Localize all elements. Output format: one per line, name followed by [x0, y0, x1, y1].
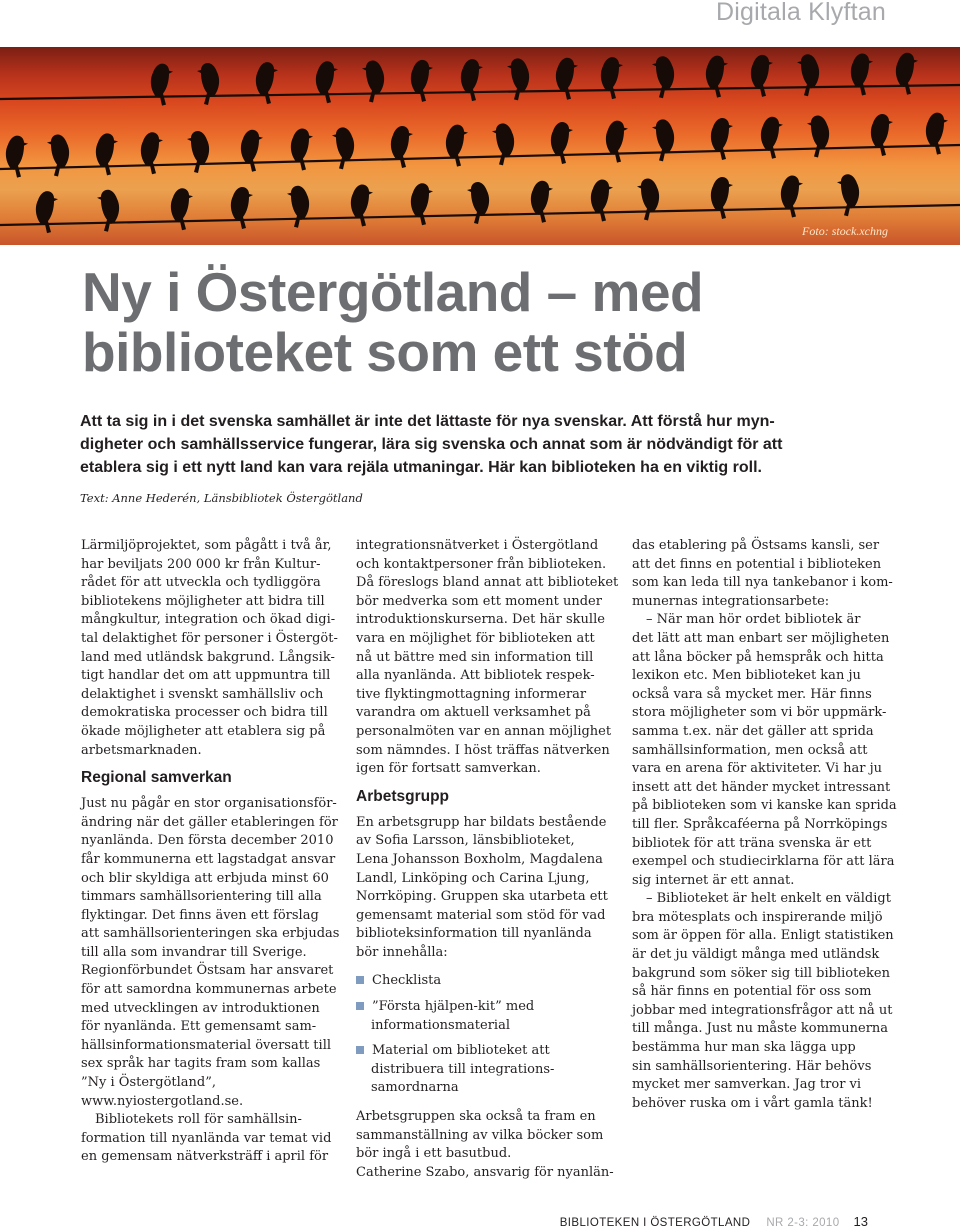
text-line: det lätt att man enbart ser möjligheten: [632, 630, 890, 646]
text-line: delaktighet i svenskt samhällsliv och: [81, 686, 324, 702]
section-label: Digitala Klyftan: [716, 0, 886, 26]
bird-silhouette: [256, 62, 278, 104]
text-line: bör innehålla:: [356, 944, 448, 960]
text-line: mångkultur, integration och ökad digi-: [81, 612, 336, 628]
text-line: och kontaktpersoner från biblioteken.: [356, 556, 607, 572]
article-title-line-2: biblioteket som ett stöd: [82, 321, 688, 383]
bird-silhouette: [291, 129, 313, 171]
text-line: formation till nyanlända var temat vid: [81, 1130, 332, 1146]
page-number: 13: [853, 1214, 868, 1229]
text-line: ändring när det gäller etableringen för: [81, 814, 338, 830]
bird-silhouette: [197, 63, 219, 105]
text-line: behöver ruska om i vårt gamla tänk!: [632, 1095, 873, 1111]
byline: Text: Anne Hederén, Länsbibliotek Östergötland: [80, 491, 363, 505]
text-line: så här finns en potential för oss som: [632, 984, 872, 1000]
bird-silhouette: [896, 53, 918, 95]
text-line: med utvecklingen av introduktionen: [81, 1000, 320, 1016]
text-line: land med utländsk bakgrund. Långsik-: [81, 649, 335, 665]
column-2: [356, 537, 618, 1182]
text-line: sin samhällsorientering. Här behövs: [632, 1058, 872, 1074]
text-line: som kan leda till nya tankebanor i kom-: [632, 575, 893, 591]
paragraph: [81, 1111, 341, 1167]
square-bullet-icon: [356, 1002, 364, 1010]
column-1: [81, 537, 341, 1167]
square-bullet-icon: [356, 1046, 364, 1054]
photo-credit: Foto: stock.xchng: [802, 224, 888, 238]
text-line: ”Ny i Östergötland”,: [81, 1075, 217, 1091]
text-line: att det finns en potential i biblioteken: [632, 556, 882, 572]
bird-silhouette: [151, 64, 173, 106]
bird-silhouette: [351, 185, 373, 227]
bird-silhouette: [171, 188, 193, 230]
bird-silhouette: [606, 121, 628, 163]
list-item-text: ”Första hjälpen-kit” med: [372, 999, 535, 1015]
paragraph: [356, 814, 618, 963]
text-line: hällsinformationsmaterial översatt till: [81, 1037, 332, 1053]
text-line: Bibliotekets roll för samhällsin-: [95, 1112, 302, 1128]
text-line: bestämma hur man ska lägga upp: [632, 1040, 856, 1056]
text-line: till fler. Språkcaféerna på Norrköpings: [632, 816, 888, 832]
text-line: ökade möjligheter att etablera sig på: [81, 723, 326, 739]
text-line: bra mötesplats och inspirerande miljö: [632, 909, 883, 925]
article-lead: [80, 410, 890, 479]
bird-silhouette: [591, 180, 613, 222]
bird-silhouette: [637, 178, 659, 220]
text-line: Landl, Linköping och Carina Ljung,: [356, 870, 590, 886]
bird-silhouette: [761, 117, 783, 159]
text-line: flyktingar. Det finns även ett förslag: [81, 907, 319, 923]
text-line: integrationsnätverket i Östergötland: [356, 538, 599, 553]
text-line: gemensamt material som stöd för vad: [356, 907, 606, 923]
bird-silhouette: [47, 135, 69, 177]
text-line: igen för fortsatt samverkan.: [356, 761, 541, 777]
list-item-text: samordnarna: [371, 1080, 459, 1096]
bird-silhouette: [446, 125, 468, 167]
article-title-line-1: Ny i Östergötland – med: [82, 261, 704, 323]
bird-silhouette: [461, 59, 483, 101]
text-line: bör medverka som ett moment under: [356, 593, 602, 609]
text-line: Norrköping. Gruppen ska utarbeta ett: [356, 889, 608, 905]
bird-silhouette: [507, 58, 529, 100]
text-line: bakgrund som söker sig till biblioteken: [632, 965, 890, 981]
text-line: bibliotek för att träna svenska är ett: [632, 835, 872, 851]
bird-silhouette: [187, 131, 209, 173]
bird-silhouette: [837, 174, 859, 216]
bird-silhouette: [6, 136, 28, 178]
text-line: jobbar med integrationsfrågor att nå ut: [632, 1002, 893, 1018]
text-line: personalmöten var en annan möjlighet: [356, 723, 612, 739]
text-line: tal delaktighet för personer i Östergöt-: [81, 630, 338, 646]
bird-silhouette: [751, 55, 773, 97]
text-line: introduktionskurserna. Det här skulle: [356, 612, 605, 628]
text-line: som nämndes. I höst träffas nätverken: [356, 742, 610, 758]
paragraph: [356, 1108, 618, 1182]
list-item-text: distribuera till integrations-: [371, 1061, 555, 1077]
birds-on-wire-image: [0, 47, 960, 245]
text-line: Just nu pågår en stor organisationsför-: [81, 796, 337, 812]
text-line: av Sofia Larsson, länsbiblioteket,: [356, 833, 575, 849]
text-line: En arbetsgrupp har bildats bestående: [356, 814, 607, 830]
bird-silhouette: [781, 176, 803, 218]
list-item-text: Checklista: [372, 973, 442, 989]
bird-silhouette: [411, 60, 433, 102]
text-line: för att samordna kommunernas arbete: [81, 982, 337, 998]
text-line: Då föreslogs bland annat att biblioteket: [356, 575, 619, 591]
text-line: nå ut bättre med sin information till: [356, 649, 594, 665]
text-line: tive flyktingmottagning informerar: [356, 686, 587, 702]
text-line: som är öppen för alla. Enligt statistiken: [632, 928, 894, 944]
quote-line: – När man hör ordet bibliotek är: [646, 612, 861, 628]
list-item: [356, 972, 618, 991]
column-3: [632, 537, 897, 1113]
bird-silhouette: [851, 53, 873, 95]
bird-silhouette: [551, 122, 573, 164]
bird-silhouette: [706, 56, 728, 98]
bird-silhouette: [652, 56, 674, 98]
list-item: [356, 1042, 618, 1098]
bird-silhouette: [287, 186, 309, 228]
lead-line: digheter och samhällsservice fungerar, lära sig svenska och annat som är nödvändigt för att: [80, 436, 783, 453]
list-item: [356, 998, 618, 1035]
paragraph: [356, 537, 618, 779]
bird-silhouette: [332, 127, 354, 169]
text-line: får kommunerna ett lagstadgat ansvar: [81, 851, 336, 867]
text-line: timmars samhällsorientering till alla: [81, 889, 322, 905]
text-line: är det ju väldigt många med utländsk: [632, 947, 880, 963]
issue-number: NR 2-3: 2010: [766, 1217, 840, 1229]
list-item-text: Material om biblioteket att: [372, 1043, 550, 1059]
bird-silhouette: [231, 187, 253, 229]
text-line: Regionförbundet Östsam har ansvaret: [81, 963, 334, 979]
text-line: Arbetsgruppen ska också ta fram en: [356, 1109, 596, 1125]
list-item-text: informationsmaterial: [371, 1017, 510, 1033]
subheading-regional-samverkan: Regional samverkan: [81, 769, 232, 787]
text-line: en gemensam nätverksträff i april för: [81, 1149, 329, 1165]
text-line: vara en möjlighet för biblioteken att: [356, 630, 595, 646]
hero-photo: [0, 47, 960, 245]
text-line: lexikon etc. Men biblioteket kan ju: [632, 668, 861, 684]
text-line: rådet för att utveckla och tydliggöra: [81, 575, 321, 591]
text-line: mycket mer samverkan. Jag tror vi: [632, 1077, 862, 1093]
text-line: bibliotekens möjligheter att bidra till: [81, 593, 325, 609]
page-footer: [560, 1214, 868, 1229]
text-line: alla nyanlända. Att bibliotek respek-: [356, 668, 595, 684]
bird-silhouette: [362, 61, 384, 103]
text-line: Lena Johansson Boxholm, Magdalena: [356, 851, 603, 867]
text-line: för nyanlända. Ett gemensamt sam-: [81, 1019, 317, 1035]
text-line: har beviljats 200 000 kr från Kultur-: [81, 556, 321, 572]
text-line: insett att det händer mycket intressant: [632, 779, 891, 795]
bullet-list: [356, 972, 618, 1098]
bird-silhouette: [411, 183, 433, 225]
bird-silhouette: [711, 118, 733, 160]
text-line: samma t.ex. när det gäller att sprida: [632, 723, 874, 739]
bird-silhouette: [601, 57, 623, 99]
bird-silhouette: [467, 182, 489, 224]
text-line: Lärmiljöprojektet, som pågått i två år,: [81, 538, 332, 553]
text-line: munernas integrationsarbete:: [632, 593, 830, 609]
text-line: också vara så mycket mer. Här finns: [632, 686, 872, 702]
text-line: på biblioteken som vi kanske kan sprida: [632, 798, 897, 814]
bird-silhouette: [391, 126, 413, 168]
bird-silhouette: [797, 54, 819, 96]
text-line: nyanlända. Den första december 2010: [81, 833, 334, 849]
bird-silhouette: [97, 190, 119, 232]
website-url: www.nyiostergotland.se.: [81, 1093, 244, 1109]
bird-silhouette: [96, 133, 118, 175]
bird-silhouette: [36, 191, 58, 233]
text-line: till alla som invandrar till Sverige.: [81, 944, 307, 960]
subheading-arbetsgrupp: Arbetsgrupp: [356, 787, 449, 805]
text-line: vara en arena för aktiviteter. Vi har ju: [632, 761, 883, 777]
publication-name: BIBLIOTEKEN I ÖSTERGÖTLAND: [559, 1217, 751, 1229]
paragraph: [81, 537, 341, 760]
quote-line: – Biblioteket är helt enkelt en väldigt: [646, 891, 891, 907]
bird-silhouette: [807, 116, 829, 158]
text-line: att låna böcker på hemspråk och hitta: [632, 649, 884, 665]
text-line: tigt handlar det om att uppmuntra till: [81, 668, 331, 684]
bird-silhouette: [316, 61, 338, 103]
text-line: demokratiska processer och bidra till: [81, 705, 328, 721]
text-line: varandra om aktuell verksamhet på: [356, 705, 591, 721]
bird-silhouette: [492, 123, 514, 165]
bird-silhouette: [531, 181, 553, 223]
text-line: arbetsmarknaden.: [81, 742, 202, 758]
bird-silhouette: [556, 58, 578, 100]
square-bullet-icon: [356, 976, 364, 984]
lead-line: etablera sig i ett nytt land kan vara rejäla utmaningar. Här kan biblioteken ha en viktig roll.: [80, 459, 762, 476]
text-line: sig internet är ett annat.: [632, 872, 795, 888]
text-line: exempel och studiecirklarna för att lära: [632, 854, 895, 870]
text-line: till många. Just nu måste kommunerna: [632, 1021, 889, 1037]
text-line: samhällsinformation, men också att: [632, 742, 868, 758]
text-line: sammanställning av vilka böcker som: [356, 1127, 604, 1143]
bird-silhouette: [141, 132, 163, 174]
paragraph: [632, 537, 897, 1113]
bird-silhouette: [711, 177, 733, 219]
text-line: stora möjligheter som vi bör uppmärk-: [632, 705, 887, 721]
bird-silhouette: [871, 114, 893, 156]
paragraph: [81, 795, 341, 1111]
article-title: [82, 262, 902, 382]
text-line: att samhällsorienteringen ska erbjudas: [81, 926, 340, 942]
bird-silhouette: [926, 113, 948, 155]
lead-line: Att ta sig in i det svenska samhället är inte det lättaste för nya svenskar. Att förstå hur myn-: [80, 413, 775, 430]
bird-silhouette: [652, 119, 674, 161]
bird-silhouette: [241, 130, 263, 172]
text-line: biblioteksinformation till nyanlända: [356, 926, 592, 942]
text-line: bör ingå i ett basutbud.: [356, 1146, 512, 1162]
text-line: sex språk har tagits fram som kallas: [81, 1056, 321, 1072]
power-line: [0, 85, 960, 99]
text-line: Catherine Szabo, ansvarig för nyanlän-: [356, 1164, 614, 1180]
text-line: das etablering på Östsams kansli, ser: [632, 538, 880, 553]
text-line: och blir skyldiga att erbjuda minst 60: [81, 870, 329, 886]
